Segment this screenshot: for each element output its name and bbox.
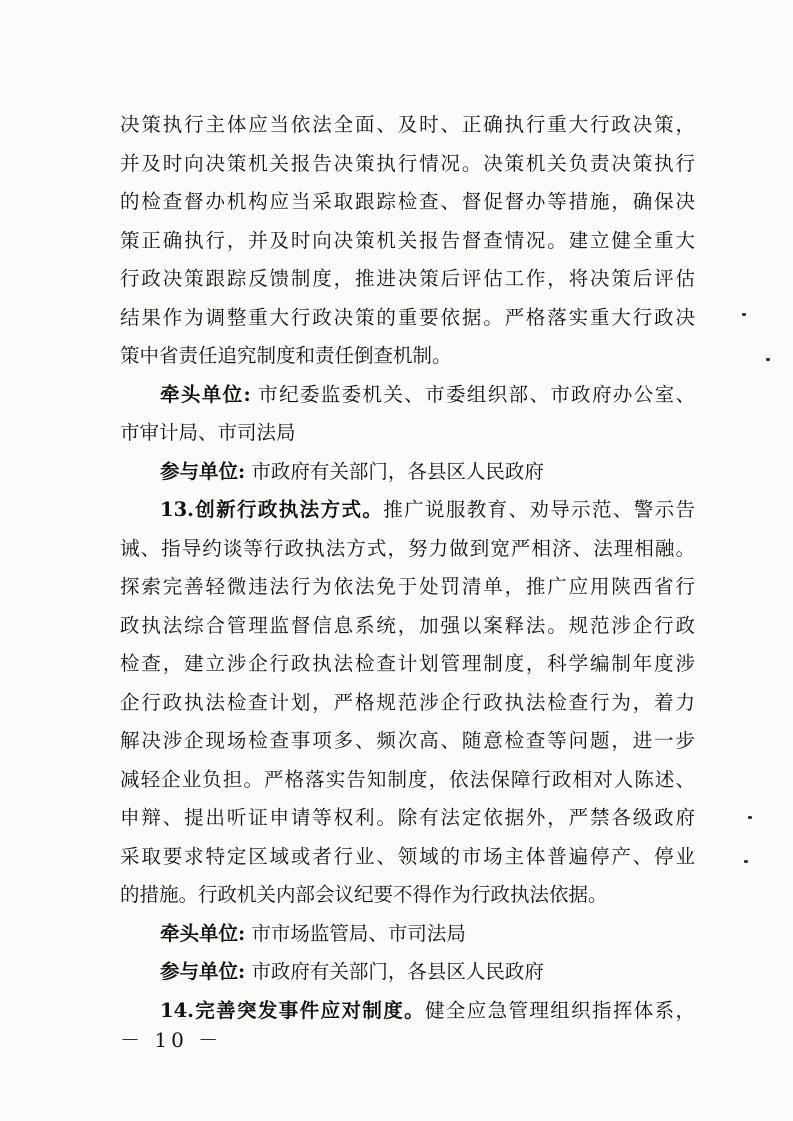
paragraph-line: 探索完善轻微违法行为依法免于处罚清单，推广应用陕西省行 [120,575,695,598]
lead-unit-label: 牵头单位: [160,921,246,945]
scan-mark [748,816,752,819]
scan-mark [766,358,770,361]
section-heading: 14.完善突发事件应对制度。 [160,998,425,1022]
paragraph-line: 并及时向决策机关报告决策执行情况。决策机关负责决策执行 [120,151,695,175]
section-heading-line: 13.创新行政执法方式。推广说服教育、劝导示范、警示告 [160,498,695,521]
paragraph-line: 企行政执法检查计划，严格规范涉企行政执法检查行为，着力 [120,690,695,714]
paragraph-line: 的措施。行政机关内部会议纪要不得作为行政执法依据。 [120,883,608,906]
participant-unit-label: 参与单位: [160,960,246,983]
paragraph-line: 采取要求特定区域或者行业、领域的市场主体普遍停产、停业 [120,844,695,868]
page-number: － 10 － [120,1028,223,1052]
participant-unit-line: 参与单位: 市政府有关部门，各县区人民政府 [160,459,544,483]
participant-unit-line: 参与单位: 市政府有关部门，各县区人民政府 [160,960,544,983]
document-body [120,106,695,1030]
paragraph-line: 结果作为调整重大行政决策的重要依据。严格落实重大行政决 [120,305,695,329]
scan-mark [742,313,746,316]
paragraph-line: 诫、指导约谈等行政执法方式，努力做到宽严相济、法理相融。 [120,536,695,560]
lead-unit-line: 牵头单位: 市市场监管局、市司法局 [160,921,466,945]
paragraph-line: 解决涉企现场检查事项多、频次高、随意检查等问题，进一步 [120,729,695,752]
paragraph-line: 策正确执行，并及时向决策机关报告督查情况。建立健全重大 [120,228,695,252]
paragraph-line: 的检查督办机构应当采取跟踪检查、督促督办等措施，确保决 [120,190,695,213]
lead-unit-label: 牵头单位: [160,382,251,406]
lead-unit-line: 市审计局、市司法局 [120,421,296,444]
section-heading-line: 14.完善突发事件应对制度。健全应急管理组织指挥体系， [160,998,695,1022]
paragraph-line: 申辩、提出听证申请等权利。除有法定依据外，严禁各级政府 [120,806,695,829]
paragraph-line: 减轻企业负担。严格落实告知制度，依法保障行政相对人陈述、 [120,767,695,791]
lead-unit-line: 牵头单位: 市纪委监委机关、市委组织部、市政府办公室、 [160,382,695,406]
paragraph-line: 行政决策跟踪反馈制度，推进决策后评估工作，将决策后评估 [120,267,695,290]
scan-mark [744,860,748,863]
paragraph-line: 检查，建立涉企行政执法检查计划管理制度，科学编制年度涉 [120,652,695,675]
section-heading: 13.创新行政执法方式。 [160,498,384,521]
paragraph-line: 决策执行主体应当依法全面、及时、正确执行重大行政决策， [120,113,695,136]
paragraph-line: 政执法综合管理监督信息系统，加强以案释法。规范涉企行政 [120,613,695,637]
participant-unit-label: 参与单位: [160,459,246,483]
paragraph-line: 策中省责任追究制度和责任倒查机制。 [120,344,452,367]
